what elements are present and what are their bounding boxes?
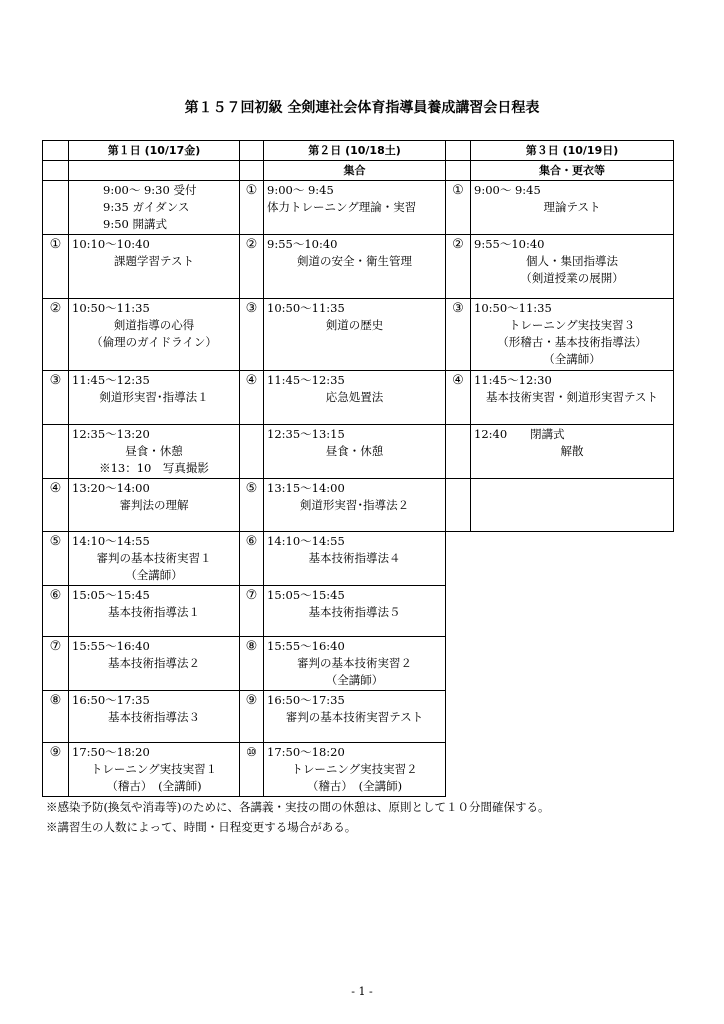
session-time: 11:45〜12:30 bbox=[474, 373, 552, 387]
session-number: ⑧ bbox=[43, 691, 69, 743]
day3-assembly: 集合・更衣等 bbox=[471, 161, 674, 181]
session-number: ④ bbox=[446, 371, 471, 425]
session-title: 審判の基本技術実習１ bbox=[96, 551, 212, 565]
schedule-row bbox=[43, 235, 674, 299]
session-instructors: （全講師） bbox=[125, 568, 183, 582]
session-number: ① bbox=[240, 181, 264, 235]
lunch-row bbox=[43, 425, 674, 479]
session-time: 15:05〜15:45 bbox=[72, 588, 150, 602]
day2-header: 第２日 (10/18土) bbox=[264, 141, 446, 161]
session-title: 剣道形実習･指導法１ bbox=[99, 390, 209, 404]
session-time: 9:55〜10:40 bbox=[474, 237, 545, 251]
session-subtitle: （倫理のガイドライン） bbox=[91, 335, 217, 349]
closing-cell bbox=[471, 425, 674, 479]
session-number: ⑦ bbox=[240, 586, 264, 637]
session-time: 13:20〜14:00 bbox=[72, 481, 150, 495]
assembly-row bbox=[43, 161, 674, 181]
photo-note: ※13：10 写真撮影 bbox=[99, 461, 209, 475]
session-title: 剣道形実習･指導法２ bbox=[299, 498, 410, 512]
session-title: 剣道の安全・衛生管理 bbox=[297, 254, 412, 268]
session-title: 審判の基本技術実習テスト bbox=[285, 710, 424, 724]
session-cell bbox=[69, 479, 240, 532]
session-title: 基本技術指導法４ bbox=[308, 551, 401, 565]
schedule-table bbox=[42, 140, 674, 797]
session-cell bbox=[69, 691, 240, 743]
schedule-row bbox=[43, 181, 674, 235]
session-cell bbox=[264, 479, 446, 532]
session-title: トレーニング実技実習３ bbox=[508, 318, 636, 332]
session-time: 10:10〜10:40 bbox=[72, 237, 150, 251]
session-number: ③ bbox=[43, 371, 69, 425]
session-number: ③ bbox=[446, 299, 471, 371]
session-number: ⑤ bbox=[240, 479, 264, 532]
session-number: ⑦ bbox=[43, 637, 69, 691]
session-cell bbox=[69, 532, 240, 586]
session-title: 理論テスト bbox=[543, 200, 601, 214]
session-cell bbox=[471, 371, 674, 425]
session-time: 9:00〜 9:45 bbox=[474, 183, 541, 197]
session-title: 昼食・休憩 bbox=[325, 444, 384, 458]
day1-opening-cell bbox=[69, 181, 240, 235]
session-number: ⑨ bbox=[240, 691, 264, 743]
session-cell bbox=[264, 532, 446, 586]
session-cell bbox=[264, 371, 446, 425]
session-instructors: （全講師） bbox=[325, 673, 384, 687]
session-instructors: （稽古） (全講師) bbox=[106, 779, 202, 793]
schedule-row bbox=[43, 479, 674, 532]
session-title: 体力トレーニング理論・実習 bbox=[267, 200, 417, 214]
session-time: 15:55〜16:40 bbox=[267, 639, 345, 653]
session-instructors: （全講師） bbox=[543, 352, 601, 366]
session-time: 10:50〜11:35 bbox=[474, 301, 552, 315]
session-number: ⑨ bbox=[43, 743, 69, 797]
session-title: 個人・集団指導法 bbox=[526, 254, 618, 268]
page-title: 第１５７回初級 全剣連社会体育指導員養成講習会日程表 bbox=[184, 100, 540, 116]
session-cell bbox=[264, 586, 446, 637]
session-number: ⑧ bbox=[240, 637, 264, 691]
session-time: 17:50〜18:20 bbox=[72, 745, 150, 759]
session-time: 9:55〜10:40 bbox=[267, 237, 338, 251]
session-time: 15:55〜16:40 bbox=[72, 639, 150, 653]
guidance-text: 9:35 ガイダンス bbox=[103, 200, 190, 214]
closing-ceremony-text: 12:40 閉講式 bbox=[474, 427, 565, 441]
session-title: 基本技術実習・剣道形実習テスト bbox=[485, 390, 659, 404]
session-cell bbox=[69, 637, 240, 691]
session-time: 10:50〜11:35 bbox=[72, 301, 150, 315]
day2-assembly: 集合 bbox=[264, 161, 446, 181]
session-cell bbox=[264, 743, 446, 797]
session-time: 14:10〜14:55 bbox=[72, 534, 150, 548]
lunch-cell bbox=[264, 425, 446, 479]
session-time: 12:35〜13:20 bbox=[72, 427, 150, 441]
session-number: ⑥ bbox=[240, 532, 264, 586]
session-number: ③ bbox=[240, 299, 264, 371]
session-cell bbox=[264, 181, 446, 235]
session-number: ④ bbox=[240, 371, 264, 425]
session-time: 10:50〜11:35 bbox=[267, 301, 345, 315]
session-number: ① bbox=[446, 181, 471, 235]
session-number: ⑤ bbox=[43, 532, 69, 586]
session-title: 審判の基本技術実習２ bbox=[297, 656, 412, 670]
session-time: 9:00〜 9:45 bbox=[267, 183, 334, 197]
session-title: 基本技術指導法３ bbox=[108, 710, 200, 724]
session-time: 15:05〜15:45 bbox=[267, 588, 345, 602]
session-subtitle: （形稽古・基本技術指導法） bbox=[497, 335, 647, 349]
schedule-row bbox=[43, 299, 674, 371]
header-row bbox=[43, 141, 674, 161]
day1-header: 第１日 (10/17金) bbox=[69, 141, 240, 161]
day3-header: 第３日 (10/19日) bbox=[471, 141, 674, 161]
reception-text: 9:00〜 9:30 受付 bbox=[103, 183, 197, 197]
session-time: 16:50〜17:35 bbox=[72, 693, 150, 707]
session-cell bbox=[69, 371, 240, 425]
session-title: 応急処置法 bbox=[325, 390, 384, 404]
session-number: ② bbox=[446, 235, 471, 299]
note-ventilation: ※感染予防(換気や消毒等)のために、各講義・実技の間の休憩は、原則として１０分間確保する。 bbox=[46, 800, 550, 814]
session-time: 16:50〜17:35 bbox=[267, 693, 345, 707]
session-number: ④ bbox=[43, 479, 69, 532]
session-time: 14:10〜14:55 bbox=[267, 534, 345, 548]
dismissal-text: 解散 bbox=[560, 444, 584, 458]
session-title: 基本技術指導法１ bbox=[108, 605, 200, 619]
schedule-row bbox=[43, 371, 674, 425]
session-cell bbox=[69, 743, 240, 797]
session-cell bbox=[471, 299, 674, 371]
session-time: 11:45〜12:35 bbox=[72, 373, 150, 387]
session-title: 剣道指導の心得 bbox=[113, 318, 195, 332]
session-title: トレーニング実技実習１ bbox=[90, 762, 218, 776]
session-title: 基本技術指導法２ bbox=[108, 656, 200, 670]
note-schedule-change: ※講習生の人数によって、時間・日程変更する場合がある。 bbox=[46, 820, 357, 834]
lunch-cell bbox=[69, 425, 240, 479]
session-title: 課題学習テスト bbox=[113, 254, 195, 268]
page-number: - 1 - bbox=[351, 985, 373, 998]
session-title: 昼食・休憩 bbox=[125, 444, 183, 458]
session-time: 12:35〜13:15 bbox=[267, 427, 345, 441]
session-cell bbox=[264, 637, 446, 691]
session-time: 17:50〜18:20 bbox=[267, 745, 345, 759]
session-cell bbox=[471, 235, 674, 299]
session-title: 剣道の歴史 bbox=[325, 318, 384, 332]
session-number: ② bbox=[43, 299, 69, 371]
notes bbox=[46, 797, 549, 837]
session-number: ② bbox=[240, 235, 264, 299]
session-subtitle: （剣道授業の展開） bbox=[520, 271, 624, 285]
session-cell bbox=[264, 235, 446, 299]
session-number: ① bbox=[43, 235, 69, 299]
session-cell bbox=[69, 586, 240, 637]
session-instructors: （稽古） (全講師) bbox=[306, 779, 403, 793]
session-cell bbox=[264, 691, 446, 743]
session-time: 13:15〜14:00 bbox=[267, 481, 345, 495]
opening-ceremony-text: 9:50 開講式 bbox=[103, 217, 167, 231]
session-cell bbox=[69, 299, 240, 371]
session-cell bbox=[264, 299, 446, 371]
session-cell bbox=[69, 235, 240, 299]
session-number: ⑩ bbox=[240, 743, 264, 797]
schedule-row bbox=[43, 532, 674, 586]
session-title: トレーニング実技実習２ bbox=[291, 762, 418, 776]
session-cell bbox=[471, 181, 674, 235]
session-title: 基本技術指導法５ bbox=[308, 605, 401, 619]
session-number: ⑥ bbox=[43, 586, 69, 637]
session-title: 審判法の理解 bbox=[119, 498, 189, 512]
session-time: 11:45〜12:35 bbox=[267, 373, 345, 387]
